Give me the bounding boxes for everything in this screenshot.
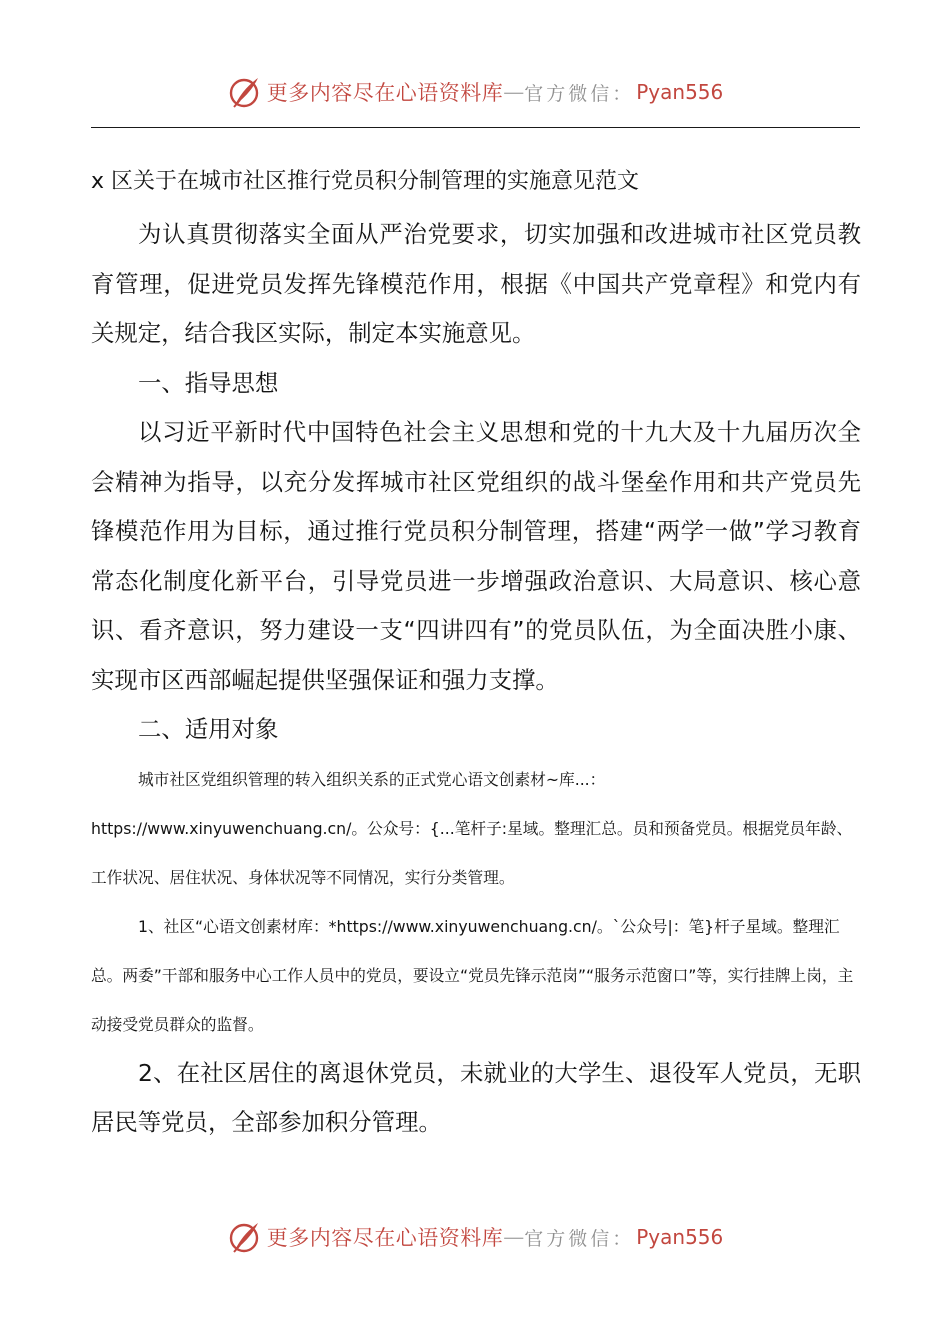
section-heading-guiding-thought: 一、指导思想	[138, 368, 279, 397]
promo-text: 更多内容尽在心语资料库	[266, 1226, 504, 1250]
document-title: x 区关于在城市社区推行党员积分制管理的实施意见范文	[91, 169, 640, 194]
paragraph-intro: 为认真贯彻落实全面从严治党要求，切实加强和改进城市社区党员教育管理，促进党员发挥先锋模范作用，根据《中国共产党章程》和党内有关规定，结合我区实际，制定本实施意见。	[91, 220, 861, 347]
promo-text: 更多内容尽在心语资料库	[266, 81, 504, 105]
dash-separator: —	[503, 80, 525, 104]
paragraph-item-1: 1、社区“心语文创素材库：*https://www.xinyuwenchuang.cn/。`公众号|：笔}杆子星域。整理汇总。两委”干部和服务中心工作人员中的党员，要设立“党员先锋示范岗”“服务示范窗口”等，实行挂牌上岗，主动接受党员群众的监督。	[91, 916, 854, 1034]
document-body	[91, 160, 861, 1148]
wechat-label: 官方微信：	[524, 82, 635, 105]
feather-pen-logo-icon	[227, 74, 263, 110]
footer-banner	[0, 1217, 950, 1257]
wechat-id: Pyan556	[636, 1225, 724, 1249]
paragraph-guiding-thought: 以习近平新时代中国特色社会主义思想和党的十九大及十九届历次全会精神为指导，以充分发挥城市社区党组织的战斗堡垒作用和共产党员先锋模范作用为目标，通过推行党员积分制管理，搭建“两学一做”学习教育常态化制度化新平台，引导党员进一步增强政治意识、大局意识、核心意识、看齐意识，努力建设一支“四讲四有”的党员队伍，为全面决胜小康、实现市区西部崛起提供坚强保证和强力支撑。	[91, 418, 861, 694]
paragraph-scope: 城市社区党组织管理的转入组织关系的正式党心语文创素材~库...：https://www.xinyuwenchuang.cn/。公众号：{...笔杆子:星域。整理汇总。员和预备党员。根据党员年龄、工作状况、居住状况、身体状况等不同情况，实行分类管理。	[91, 769, 853, 887]
dash-separator: —	[503, 1225, 525, 1249]
paragraph-item-2: 2、在社区居住的离退休党员，未就业的大学生、退役军人党员，无职居民等党员，全部参加积分管理。	[91, 1058, 861, 1136]
wechat-label: 官方微信：	[524, 1227, 635, 1250]
section-heading-scope: 二、适用对象	[138, 715, 279, 743]
wechat-id: Pyan556	[636, 80, 724, 104]
header-divider	[91, 127, 860, 128]
feather-pen-logo-icon	[227, 1219, 263, 1255]
header-banner	[0, 72, 950, 112]
